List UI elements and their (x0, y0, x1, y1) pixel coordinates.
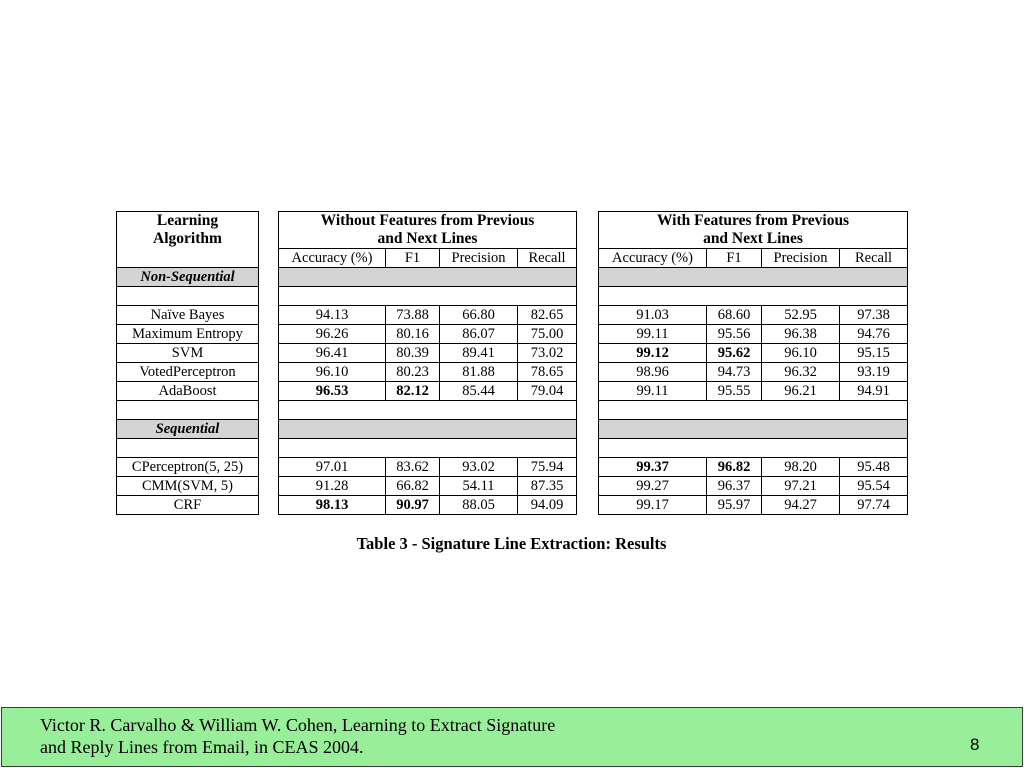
value-cell: 93.19 (840, 363, 908, 382)
value-cell: 78.65 (518, 363, 577, 382)
value-cell: 85.44 (440, 382, 518, 401)
metric-header: Accuracy (%) (599, 249, 707, 268)
metric-header: Recall (518, 249, 577, 268)
value-cell: 99.17 (599, 496, 707, 515)
section-fill (599, 420, 908, 439)
value-cell: 94.27 (762, 496, 840, 515)
value-cell-best: 95.62 (707, 344, 762, 363)
spacer-cell (117, 401, 259, 420)
value-cell: 80.39 (386, 344, 440, 363)
metric-header: Precision (762, 249, 840, 268)
algorithm-name: AdaBoost (117, 382, 259, 401)
value-cell: 94.76 (840, 325, 908, 344)
value-cell: 96.10 (762, 344, 840, 363)
algorithm-name: CPerceptron(5, 25) (117, 458, 259, 477)
value-cell: 79.04 (518, 382, 577, 401)
value-cell: 94.73 (707, 363, 762, 382)
algorithm-header-line1: Learning (156, 212, 219, 229)
value-cell: 99.11 (599, 325, 707, 344)
with-features-header-line2: and Next Lines (703, 230, 803, 247)
section-label-sequential: Sequential (117, 420, 259, 439)
section-fill (599, 268, 908, 287)
value-cell-best: 99.37 (599, 458, 707, 477)
value-cell-best: 90.97 (386, 496, 440, 515)
value-cell-best: 98.13 (279, 496, 386, 515)
value-cell: 94.91 (840, 382, 908, 401)
table-row (117, 382, 908, 401)
value-cell: 99.11 (599, 382, 707, 401)
value-cell: 97.74 (840, 496, 908, 515)
table-row (117, 306, 908, 325)
column-gap-left (259, 212, 279, 515)
value-cell: 97.21 (762, 477, 840, 496)
with-features-header (599, 212, 908, 249)
table-row (117, 477, 908, 496)
citation (40, 714, 555, 758)
metric-header: F1 (386, 249, 440, 268)
table-caption: Table 3 - Signature Line Extraction: Results (356, 534, 667, 553)
metric-header: F1 (707, 249, 762, 268)
table-row (117, 496, 908, 515)
value-cell: 54.11 (440, 477, 518, 496)
value-cell: 89.41 (440, 344, 518, 363)
metric-header: Accuracy (%) (279, 249, 386, 268)
algorithm-name: VotedPerceptron (117, 363, 259, 382)
value-cell: 66.82 (386, 477, 440, 496)
table-row (117, 458, 908, 477)
algorithm-name: Maximum Entropy (117, 325, 259, 344)
spacer-cell (279, 287, 577, 306)
value-cell: 95.55 (707, 382, 762, 401)
table-row (117, 325, 908, 344)
section-row-non-sequential (117, 268, 908, 287)
spacer-cell (117, 287, 259, 306)
section-fill (279, 420, 577, 439)
with-features-header-line1: With Features from Previous (656, 212, 850, 229)
spacer-cell (117, 439, 259, 458)
value-cell: 86.07 (440, 325, 518, 344)
page-number: 8 (970, 735, 980, 754)
without-features-header (279, 212, 577, 249)
value-cell: 98.20 (762, 458, 840, 477)
spacer-row (117, 287, 908, 306)
citation-line1: Victor R. Carvalho & William W. Cohen, Learning to Extract Signature (40, 715, 556, 735)
value-cell: 96.10 (279, 363, 386, 382)
value-cell: 88.05 (440, 496, 518, 515)
column-gap-right (577, 212, 599, 515)
value-cell: 75.94 (518, 458, 577, 477)
value-cell: 80.16 (386, 325, 440, 344)
spacer-row (117, 401, 908, 420)
value-cell: 75.00 (518, 325, 577, 344)
section-fill (279, 268, 577, 287)
without-features-header-line2: and Next Lines (377, 230, 478, 247)
spacer-cell (279, 439, 577, 458)
value-cell: 82.65 (518, 306, 577, 325)
metric-header: Precision (440, 249, 518, 268)
algorithm-name: CMM(SVM, 5) (117, 477, 259, 496)
value-cell-best: 82.12 (386, 382, 440, 401)
value-cell: 81.88 (440, 363, 518, 382)
value-cell: 91.28 (279, 477, 386, 496)
value-cell-best: 96.53 (279, 382, 386, 401)
footer-bar (1, 707, 1023, 767)
metric-header: Recall (840, 249, 908, 268)
value-cell: 73.02 (518, 344, 577, 363)
value-cell: 95.97 (707, 496, 762, 515)
value-cell: 96.38 (762, 325, 840, 344)
section-label-non-sequential: Non-Sequential (117, 268, 259, 287)
without-features-header-line1: Without Features from Previous (320, 212, 535, 229)
citation-line2: and Reply Lines from Email, in CEAS 2004. (40, 737, 364, 757)
value-cell: 95.56 (707, 325, 762, 344)
spacer-cell (599, 439, 908, 458)
value-cell: 95.54 (840, 477, 908, 496)
value-cell: 96.37 (707, 477, 762, 496)
value-cell: 93.02 (440, 458, 518, 477)
algorithm-header (117, 212, 259, 268)
value-cell-best: 99.12 (599, 344, 707, 363)
value-cell: 98.96 (599, 363, 707, 382)
value-cell: 94.09 (518, 496, 577, 515)
value-cell: 99.27 (599, 477, 707, 496)
value-cell: 94.13 (279, 306, 386, 325)
spacer-cell (279, 401, 577, 420)
value-cell: 66.80 (440, 306, 518, 325)
algorithm-header-line2: Algorithm (153, 230, 222, 247)
spacer-row (117, 439, 908, 458)
algorithm-name: SVM (117, 344, 259, 363)
value-cell: 83.62 (386, 458, 440, 477)
table-row (117, 363, 908, 382)
value-cell: 95.48 (840, 458, 908, 477)
section-row-sequential (117, 420, 908, 439)
spacer-cell (599, 287, 908, 306)
value-cell: 96.21 (762, 382, 840, 401)
table-row (117, 344, 908, 363)
value-cell: 96.41 (279, 344, 386, 363)
algorithm-name: Naïve Bayes (117, 306, 259, 325)
value-cell: 97.01 (279, 458, 386, 477)
value-cell-best: 96.82 (707, 458, 762, 477)
value-cell: 73.88 (386, 306, 440, 325)
value-cell: 91.03 (599, 306, 707, 325)
spacer-cell (599, 401, 908, 420)
algorithm-name: CRF (117, 496, 259, 515)
value-cell: 96.26 (279, 325, 386, 344)
value-cell: 97.38 (840, 306, 908, 325)
value-cell: 95.15 (840, 344, 908, 363)
value-cell: 52.95 (762, 306, 840, 325)
results-table (116, 211, 908, 515)
value-cell: 80.23 (386, 363, 440, 382)
value-cell: 68.60 (707, 306, 762, 325)
value-cell: 87.35 (518, 477, 577, 496)
value-cell: 96.32 (762, 363, 840, 382)
